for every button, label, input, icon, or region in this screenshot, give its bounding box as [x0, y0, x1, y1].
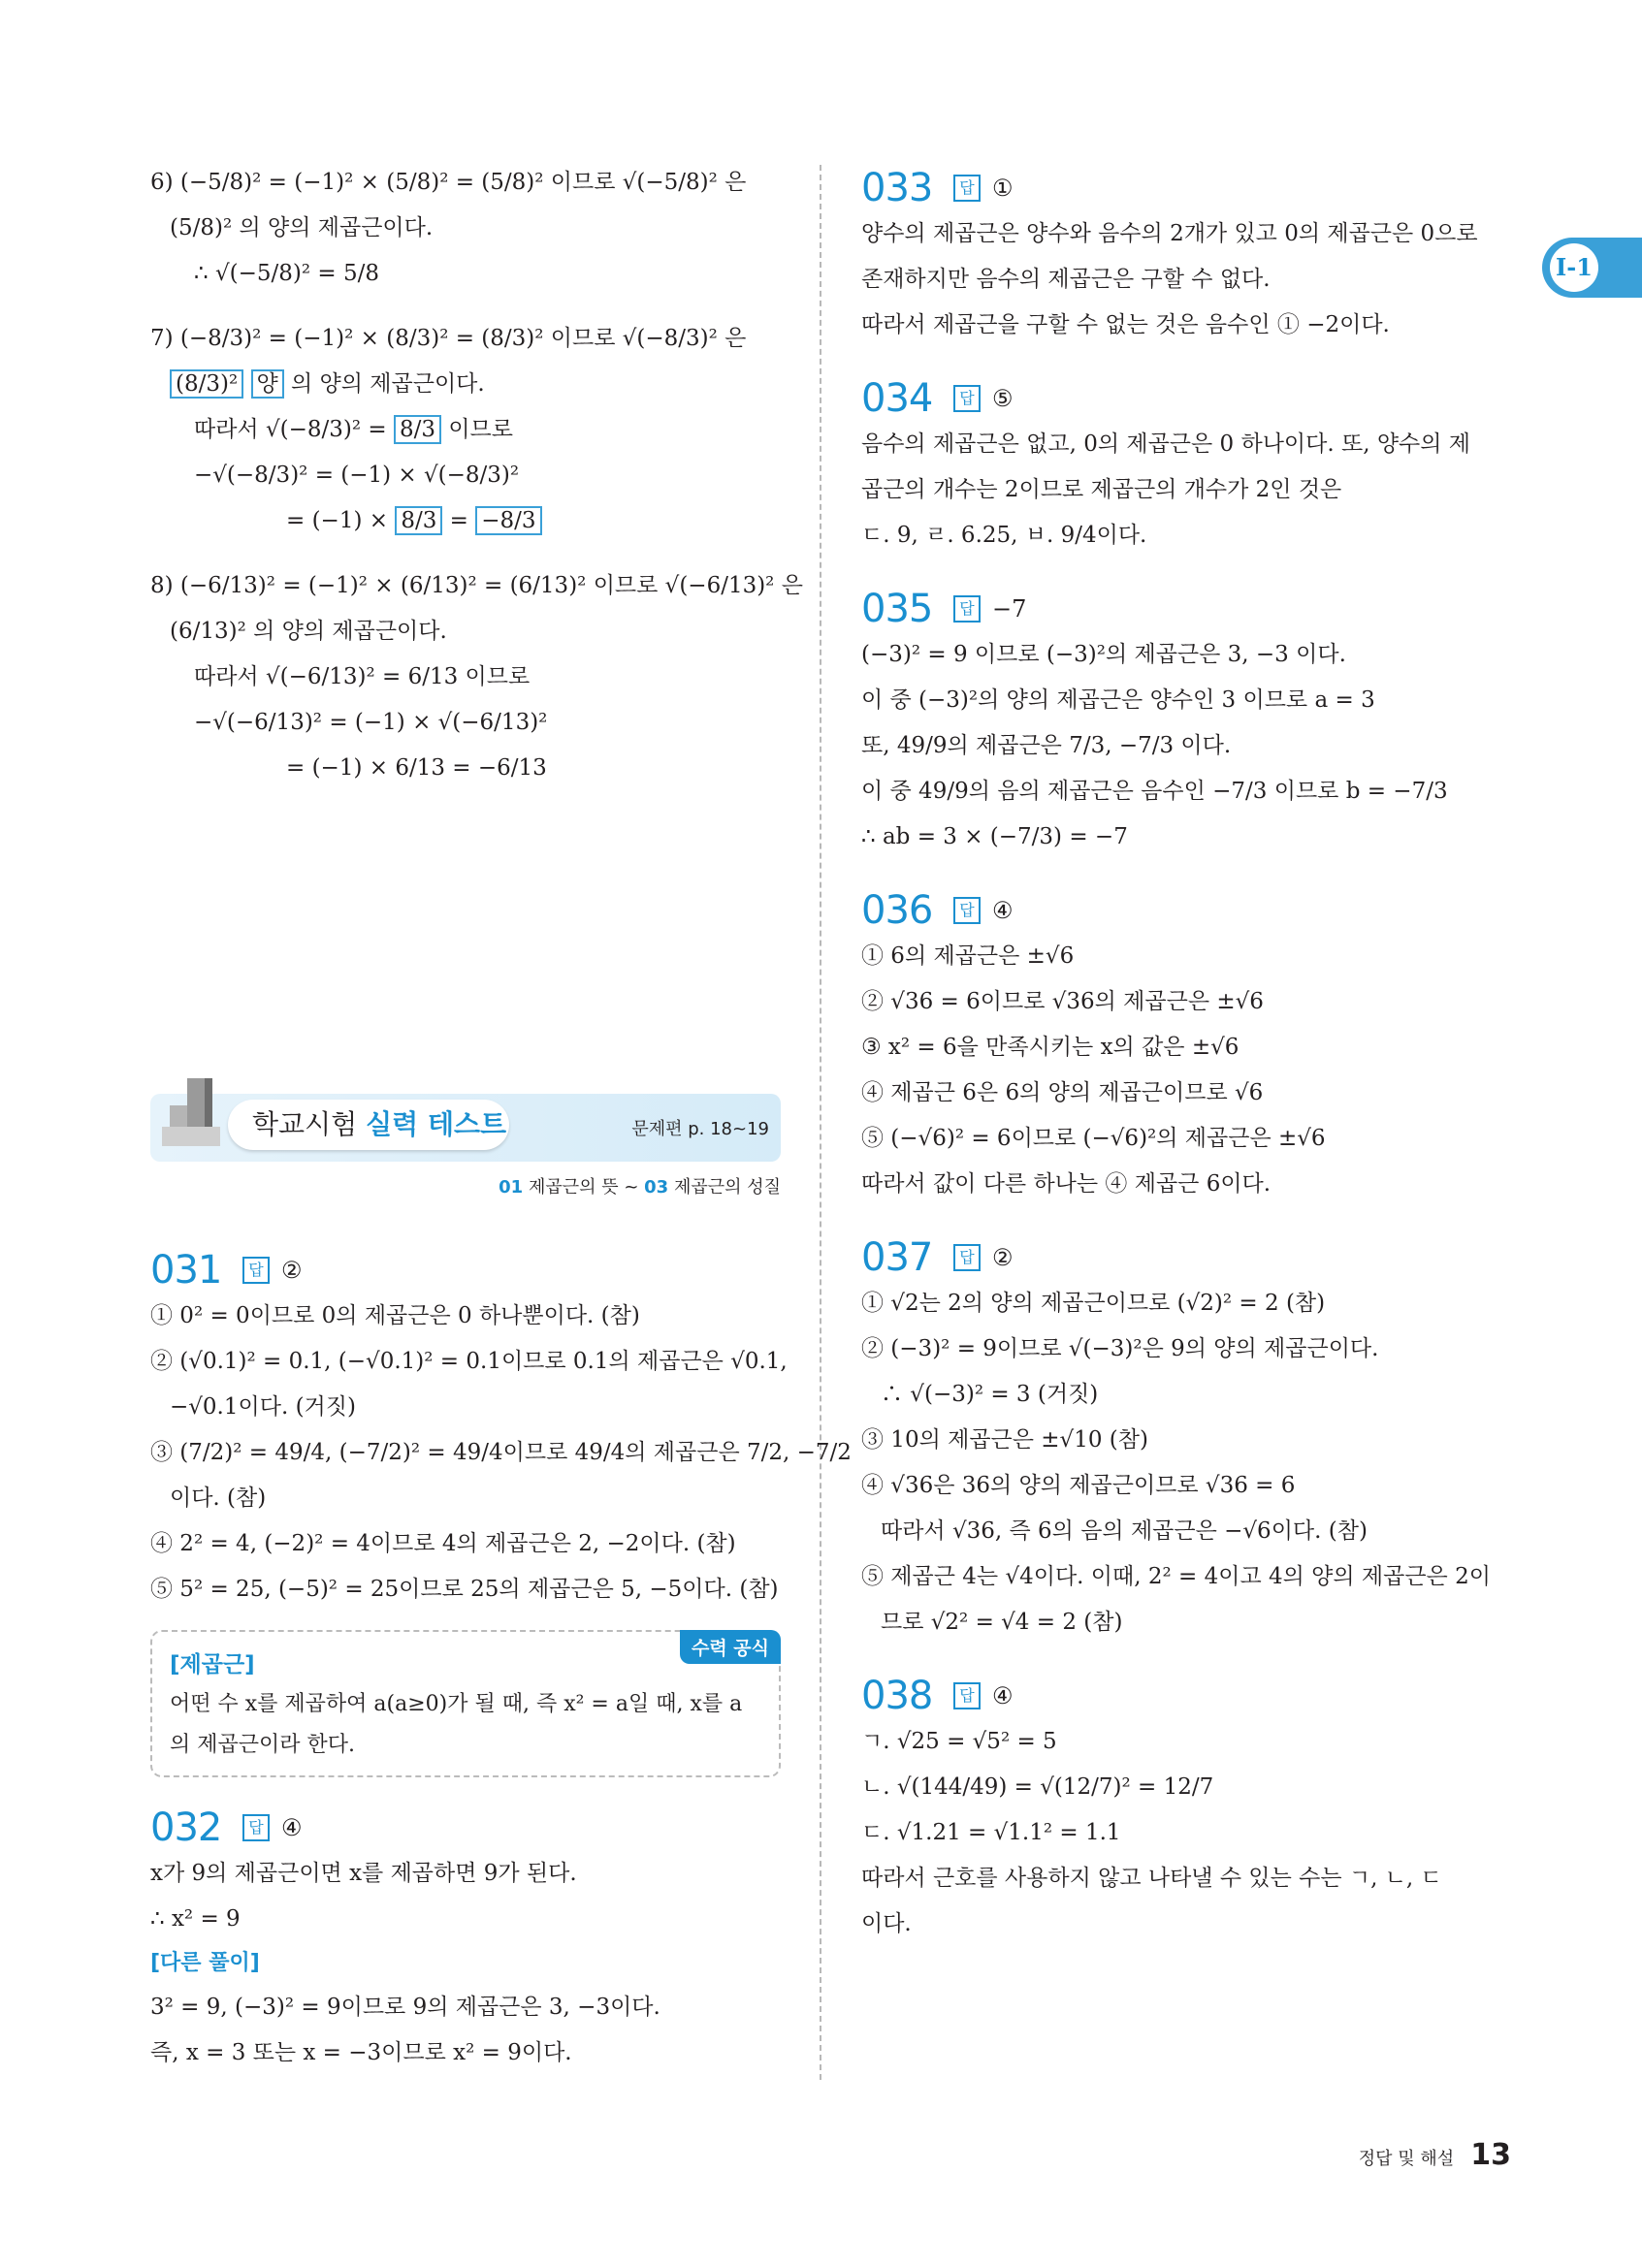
answer-value: ④ — [992, 897, 1014, 924]
section-header — [150, 1086, 781, 1164]
p035-line-4: 이 중 49/9의 음의 제곱근은 음수인 −7/3 이므로 b = −7/3 — [861, 779, 1448, 804]
p032-alt-line-1: 3² = 9, (−3)² = 9이므로 9의 제곱근은 3, −3이다. — [150, 1995, 660, 2020]
p031-line-4: ③ (7/2)² = 49/4, (−7/2)² = 49/4이므로 49/4의 제곱근은 7/2, −7/2 — [150, 1440, 852, 1465]
p038-line-3: ㄷ. √1.21 = √1.1² = 1.1 — [861, 1820, 1121, 1845]
p038-line-2: ㄴ. √(144/49) = √(12/7)² = 12/7 — [861, 1774, 1214, 1800]
answer-value: ② — [992, 1244, 1014, 1271]
p7-line-4: −√(−8/3)² = (−1) × √(−8/3)² — [194, 463, 520, 488]
p035-line-2: 이 중 (−3)²의 양의 제곱근은 양수인 3 이므로 a = 3 — [861, 687, 1375, 713]
answer-value: ② — [281, 1257, 303, 1284]
answer-label: 답 — [953, 175, 981, 202]
p8-line-5: = (−1) × 6/13 = −6/13 — [286, 755, 547, 781]
p033-line-3: 따라서 제곱근을 구할 수 없는 것은 음수인 ① −2이다. — [861, 312, 1390, 337]
answer-label: 답 — [242, 1814, 270, 1841]
p031-line-5: 이다. (참) — [170, 1485, 267, 1511]
p031-line-7: ⑤ 5² = 25, (−5)² = 25이므로 25의 제곱근은 5, −5이다. (참) — [150, 1577, 779, 1602]
problem-032-header — [150, 1805, 781, 1851]
p7-line-3: 따라서 √(−8/3)² = 8/3 이므로 — [194, 417, 513, 442]
problem-036-header — [861, 887, 1492, 934]
section-title-a: 학교시험 — [252, 1108, 358, 1140]
p038-line-1: ㄱ. √25 = √5² = 5 — [861, 1729, 1057, 1754]
formula-tag: 수력 공식 — [680, 1630, 781, 1664]
p038-line-5: 이다. — [861, 1911, 912, 1936]
section-title — [252, 1103, 506, 1142]
section-page-ref: 문제편 p. 18~19 — [631, 1119, 769, 1139]
blocks-icon — [160, 1076, 228, 1154]
p038-line-4: 따라서 근호를 사용하지 않고 나타낼 수 있는 수는 ㄱ, ㄴ, ㄷ — [861, 1866, 1442, 1891]
section-sub-num-1: 01 — [499, 1177, 524, 1198]
p036-line-2: ② √36 = 6이므로 √36의 제곱근은 ±√6 — [861, 989, 1264, 1014]
formula-box — [150, 1630, 781, 1777]
answer-value: ⑤ — [992, 385, 1014, 412]
p035-line-3: 또, 49/9의 제곱근은 7/3, −7/3 이다. — [861, 733, 1232, 758]
left-column-lower — [150, 1220, 852, 2076]
problem-038-header — [861, 1673, 1492, 1719]
p032-line-2: ∴ x² = 9 — [150, 1906, 241, 1932]
p032-alt-line-2: 즉, x = 3 또는 x = −3이므로 x² = 9이다. — [150, 2040, 572, 2065]
p8-line-2: (6/13)² 의 양의 제곱근이다. — [170, 619, 447, 644]
p8-line-3: 따라서 √(−6/13)² = 6/13 이므로 — [194, 664, 531, 689]
answer-label: 답 — [953, 1244, 981, 1271]
problem-035-header — [861, 586, 1492, 632]
p7-line-3-text: 따라서 √(−8/3)² = — [194, 417, 387, 442]
p7-line-5: = (−1) × 8/3 = −8/3 — [150, 498, 781, 544]
p037-line-5: ④ √36은 36의 양의 제곱근이므로 √36 = 6 — [861, 1473, 1296, 1498]
p037-line-7: ⑤ 제곱근 4는 √4이다. 이때, 2² = 4이고 4의 양의 제곱근은 2이 — [861, 1564, 1491, 1589]
p037-line-2: ② (−3)² = 9이므로 √(−3)²은 9의 양의 제곱근이다. — [861, 1336, 1379, 1361]
formula-head: [제곱근] — [170, 1652, 255, 1677]
problem-number: 033 — [861, 166, 933, 210]
answer-label: 답 — [953, 897, 981, 924]
footer-label: 정답 및 해설 — [1358, 2149, 1455, 2169]
answer-value: ① — [992, 175, 1014, 202]
problem-number: 034 — [861, 376, 933, 421]
column-divider — [820, 165, 821, 2080]
p035-line-1: (−3)² = 9 이므로 (−3)²의 제곱근은 3, −3 이다. — [861, 642, 1346, 667]
p037-line-6: 따라서 √36, 즉 6의 음의 제곱근은 −√6이다. (참) — [881, 1518, 1368, 1544]
alt-solution-head: [다른 풀이] — [150, 1951, 260, 1975]
section-sub-num-2: 03 — [644, 1177, 669, 1198]
p031-line-1: ① 0² = 0이므로 0의 제곱근은 0 하나뿐이다. (참) — [150, 1303, 640, 1328]
answer-value: ④ — [992, 1682, 1014, 1709]
p034-line-3: ㄷ. 9, ㄹ. 6.25, ㅂ. 9/4이다. — [861, 523, 1147, 548]
p034-line-2: 곱근의 개수는 2이므로 제곱근의 개수가 2인 것은 — [861, 477, 1342, 502]
p031-line-3: −√0.1이다. (거짓) — [170, 1394, 356, 1420]
p7-line-5-text: = (−1) × — [286, 508, 389, 533]
p7-line-2-text: 의 양의 제곱근이다. — [291, 371, 485, 397]
p037-line-1: ① √2는 2의 양의 제곱근이므로 (√2)² = 2 (참) — [861, 1291, 1326, 1316]
problem-number: 036 — [861, 888, 933, 933]
p036-line-4: ④ 제곱근 6은 6의 양의 제곱근이므로 √6 — [861, 1080, 1264, 1105]
problem-033-header — [861, 165, 1492, 211]
left-column — [150, 160, 803, 791]
p7-line-1: 7) (−8/3)² = (−1)² × (8/3)² = (8/3)² 이므로 √(−8/3)² 은 — [150, 326, 747, 351]
p7-box-1: (8/3)² — [170, 369, 243, 399]
chapter-tab-label: I-1 — [1550, 243, 1598, 292]
p036-line-5: ⑤ (−√6)² = 6이므로 (−√6)²의 제곱근은 ±√6 — [861, 1126, 1326, 1151]
section-subtitle — [150, 1173, 781, 1198]
problem-number: 037 — [861, 1235, 933, 1280]
answer-label: 답 — [242, 1257, 270, 1284]
p033-line-1: 양수의 제곱근은 양수와 음수의 2개가 있고 0의 제곱근은 0으로 — [861, 221, 1478, 246]
p7-line-2 — [150, 362, 781, 407]
p036-line-3: ③ x² = 6을 만족시키는 x의 값은 ±√6 — [861, 1035, 1240, 1060]
p7-box-4: 8/3 — [395, 506, 442, 535]
p032-line-1: x가 9의 제곱근이면 x를 제곱하면 9가 된다. — [150, 1861, 577, 1886]
problem-034-header — [861, 375, 1492, 422]
page-number: 13 — [1470, 2138, 1511, 2172]
p037-line-3: ∴ √(−3)² = 3 (거짓) — [881, 1382, 1099, 1407]
p8-line-1: 8) (−6/13)² = (−1)² × (6/13)² = (6/13)² 이므로 √(−6/13)² 은 — [150, 573, 803, 598]
p6-line-1: 6) (−5/8)² = (−1)² × (5/8)² = (5/8)² 이므로 √(−5/8)² 은 — [150, 170, 747, 195]
p031-line-6: ④ 2² = 4, (−2)² = 4이므로 4의 제곱근은 2, −2이다. (참) — [150, 1531, 736, 1556]
section-sub-text-2: 제곱근의 성질 — [673, 1177, 781, 1198]
problem-number: 035 — [861, 587, 933, 631]
formula-body: 어떤 수 x를 제곱하여 a(a≥0)가 될 때, 즉 x² = a일 때, x를 a의 제곱근이라 한다. — [170, 1692, 743, 1757]
right-column — [861, 145, 1492, 1947]
p7-box-5: −8/3 — [475, 506, 541, 535]
problem-number: 031 — [150, 1248, 222, 1293]
p033-line-2: 존재하지만 음수의 제곱근은 구할 수 없다. — [861, 267, 1271, 292]
p037-line-8: 므로 √2² = √4 = 2 (참) — [881, 1610, 1123, 1635]
section-sub-text-1: 제곱근의 뜻 ~ — [528, 1177, 645, 1198]
page-footer — [1359, 2138, 1511, 2172]
problem-031-header — [150, 1247, 781, 1294]
p035-line-5: ∴ ab = 3 × (−7/3) = −7 — [861, 824, 1128, 849]
problem-number: 032 — [150, 1805, 222, 1850]
answer-label: 답 — [953, 595, 981, 623]
p8-line-4: −√(−6/13)² = (−1) × √(−6/13)² — [194, 710, 548, 735]
p031-line-2: ② (√0.1)² = 0.1, (−√0.1)² = 0.1이므로 0.1의 제곱근은 √0.1, — [150, 1349, 788, 1374]
p036-line-1: ① 6의 제곱근은 ±√6 — [861, 943, 1075, 969]
p6-line-2: (5/8)² 의 양의 제곱근이다. — [170, 215, 434, 240]
answer-value: −7 — [992, 595, 1027, 623]
p7-box-3: 8/3 — [394, 415, 441, 444]
p037-line-4: ③ 10의 제곱근은 ±√10 (참) — [861, 1427, 1148, 1453]
answer-value: ④ — [281, 1814, 303, 1841]
p036-line-6: 따라서 값이 다른 하나는 ④ 제곱근 6이다. — [861, 1171, 1272, 1197]
p6-line-3: ∴ √(−5/8)² = 5/8 — [194, 261, 379, 286]
answer-label: 답 — [953, 1682, 981, 1709]
problem-number: 038 — [861, 1674, 933, 1718]
p7-box-2: 양 — [251, 369, 284, 399]
chapter-tab — [1542, 238, 1642, 298]
problem-037-header — [861, 1234, 1492, 1281]
section-title-b: 실력 테스트 — [366, 1108, 507, 1140]
p034-line-1: 음수의 제곱근은 없고, 0의 제곱근은 0 하나이다. 또, 양수의 제 — [861, 431, 1471, 457]
answer-label: 답 — [953, 385, 981, 412]
